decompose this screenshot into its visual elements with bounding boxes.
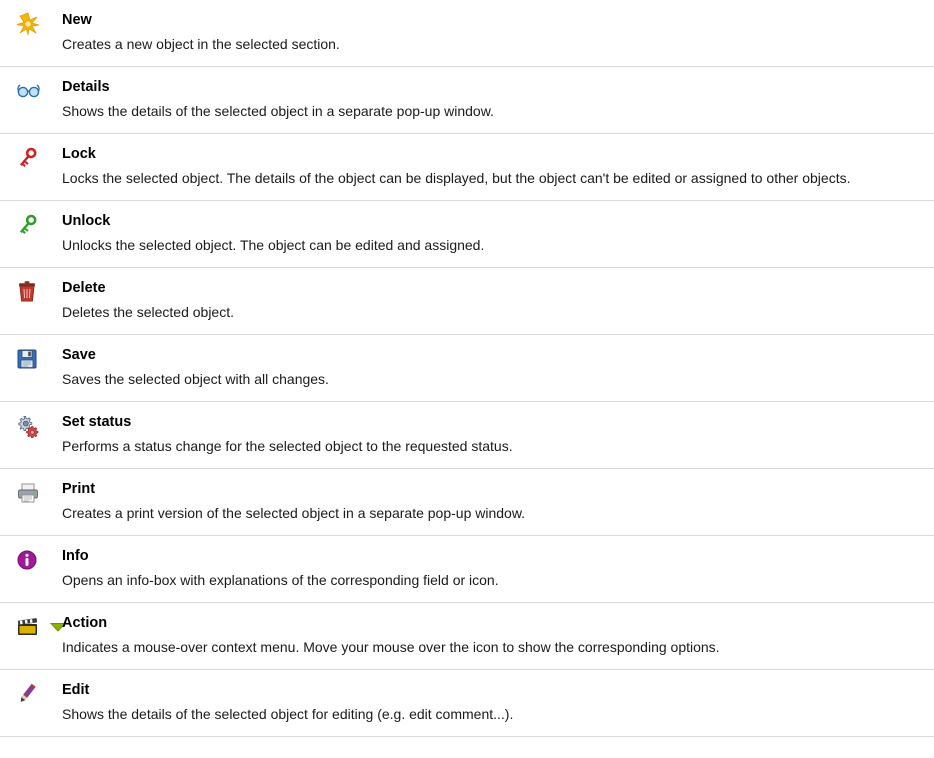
- table-row: [0, 670, 934, 737]
- gears-set-status-icon: [0, 413, 62, 439]
- icon-cell: [0, 201, 62, 268]
- icon-cell: [0, 268, 62, 335]
- table-row: [0, 201, 934, 268]
- starburst-new-icon: [0, 11, 62, 37]
- entry-title: Unlock: [62, 213, 111, 229]
- red-key-lock-icon: [0, 145, 62, 171]
- icon-cell: [0, 536, 62, 603]
- text-cell: [62, 402, 934, 469]
- entry-title: Lock: [62, 146, 96, 162]
- pencil-edit-icon: [0, 681, 62, 707]
- entry-description: Locks the selected object. The details of the object can be displayed, but the object can't be edited or assigned to other objects.: [62, 170, 851, 186]
- film-clapper-action-icon: [0, 614, 62, 640]
- entry-description: Unlocks the selected object. The object can be edited and assigned.: [62, 237, 485, 253]
- table-row: [0, 0, 934, 67]
- text-cell: [62, 268, 934, 335]
- text-cell: [62, 0, 934, 67]
- info-circle-icon: [0, 547, 62, 573]
- entry-title: Save: [62, 347, 96, 363]
- entry-description: Saves the selected object with all changes.: [62, 371, 329, 387]
- entry-title: Delete: [62, 280, 106, 296]
- table-row: [0, 335, 934, 402]
- entry-title: Details: [62, 79, 110, 95]
- entry-description: Indicates a mouse-over context menu. Move your mouse over the icon to show the corresponding options.: [62, 639, 720, 655]
- entry-title: New: [62, 12, 92, 28]
- entry-description: Deletes the selected object.: [62, 304, 234, 320]
- text-cell: [62, 670, 934, 737]
- icon-cell: [0, 469, 62, 536]
- glasses-details-icon: [0, 78, 62, 104]
- table-row: [0, 134, 934, 201]
- table-row: [0, 67, 934, 134]
- table-row: [0, 268, 934, 335]
- entry-title: Print: [62, 481, 96, 497]
- text-cell: [62, 469, 934, 536]
- entry-description: Performs a status change for the selected object to the requested status.: [62, 438, 513, 454]
- floppy-disk-save-icon: [0, 346, 62, 372]
- icon-cell: [0, 134, 62, 201]
- table-row: [0, 469, 934, 536]
- icon-cell: [0, 335, 62, 402]
- entry-description: Opens an info-box with explanations of the corresponding field or icon.: [62, 572, 499, 588]
- entry-title: Edit: [62, 682, 90, 698]
- text-cell: [62, 134, 934, 201]
- entry-description: Creates a new object in the selected section.: [62, 36, 340, 52]
- entry-description: Shows the details of the selected object in a separate pop-up window.: [62, 103, 494, 119]
- entry-description: Shows the details of the selected object for editing (e.g. edit comment...).: [62, 706, 514, 722]
- table-row: [0, 402, 934, 469]
- icon-cell: [0, 402, 62, 469]
- text-cell: [62, 335, 934, 402]
- green-key-unlock-icon: [0, 212, 62, 238]
- text-cell: [62, 201, 934, 268]
- icon-cell: [0, 0, 62, 67]
- entry-title: Set status: [62, 414, 132, 430]
- printer-print-icon: [0, 480, 62, 506]
- entry-title: Info: [62, 548, 89, 564]
- text-cell: [62, 603, 934, 670]
- entry-title: Action: [62, 615, 108, 631]
- icon-cell: [0, 603, 62, 670]
- trash-bin-delete-icon: [0, 279, 62, 305]
- icon-cell: [0, 670, 62, 737]
- icon-cell: [0, 67, 62, 134]
- table-row: [0, 603, 934, 670]
- text-cell: [62, 67, 934, 134]
- table-row: [0, 536, 934, 603]
- text-cell: [62, 536, 934, 603]
- entry-description: Creates a print version of the selected object in a separate pop-up window.: [62, 505, 526, 521]
